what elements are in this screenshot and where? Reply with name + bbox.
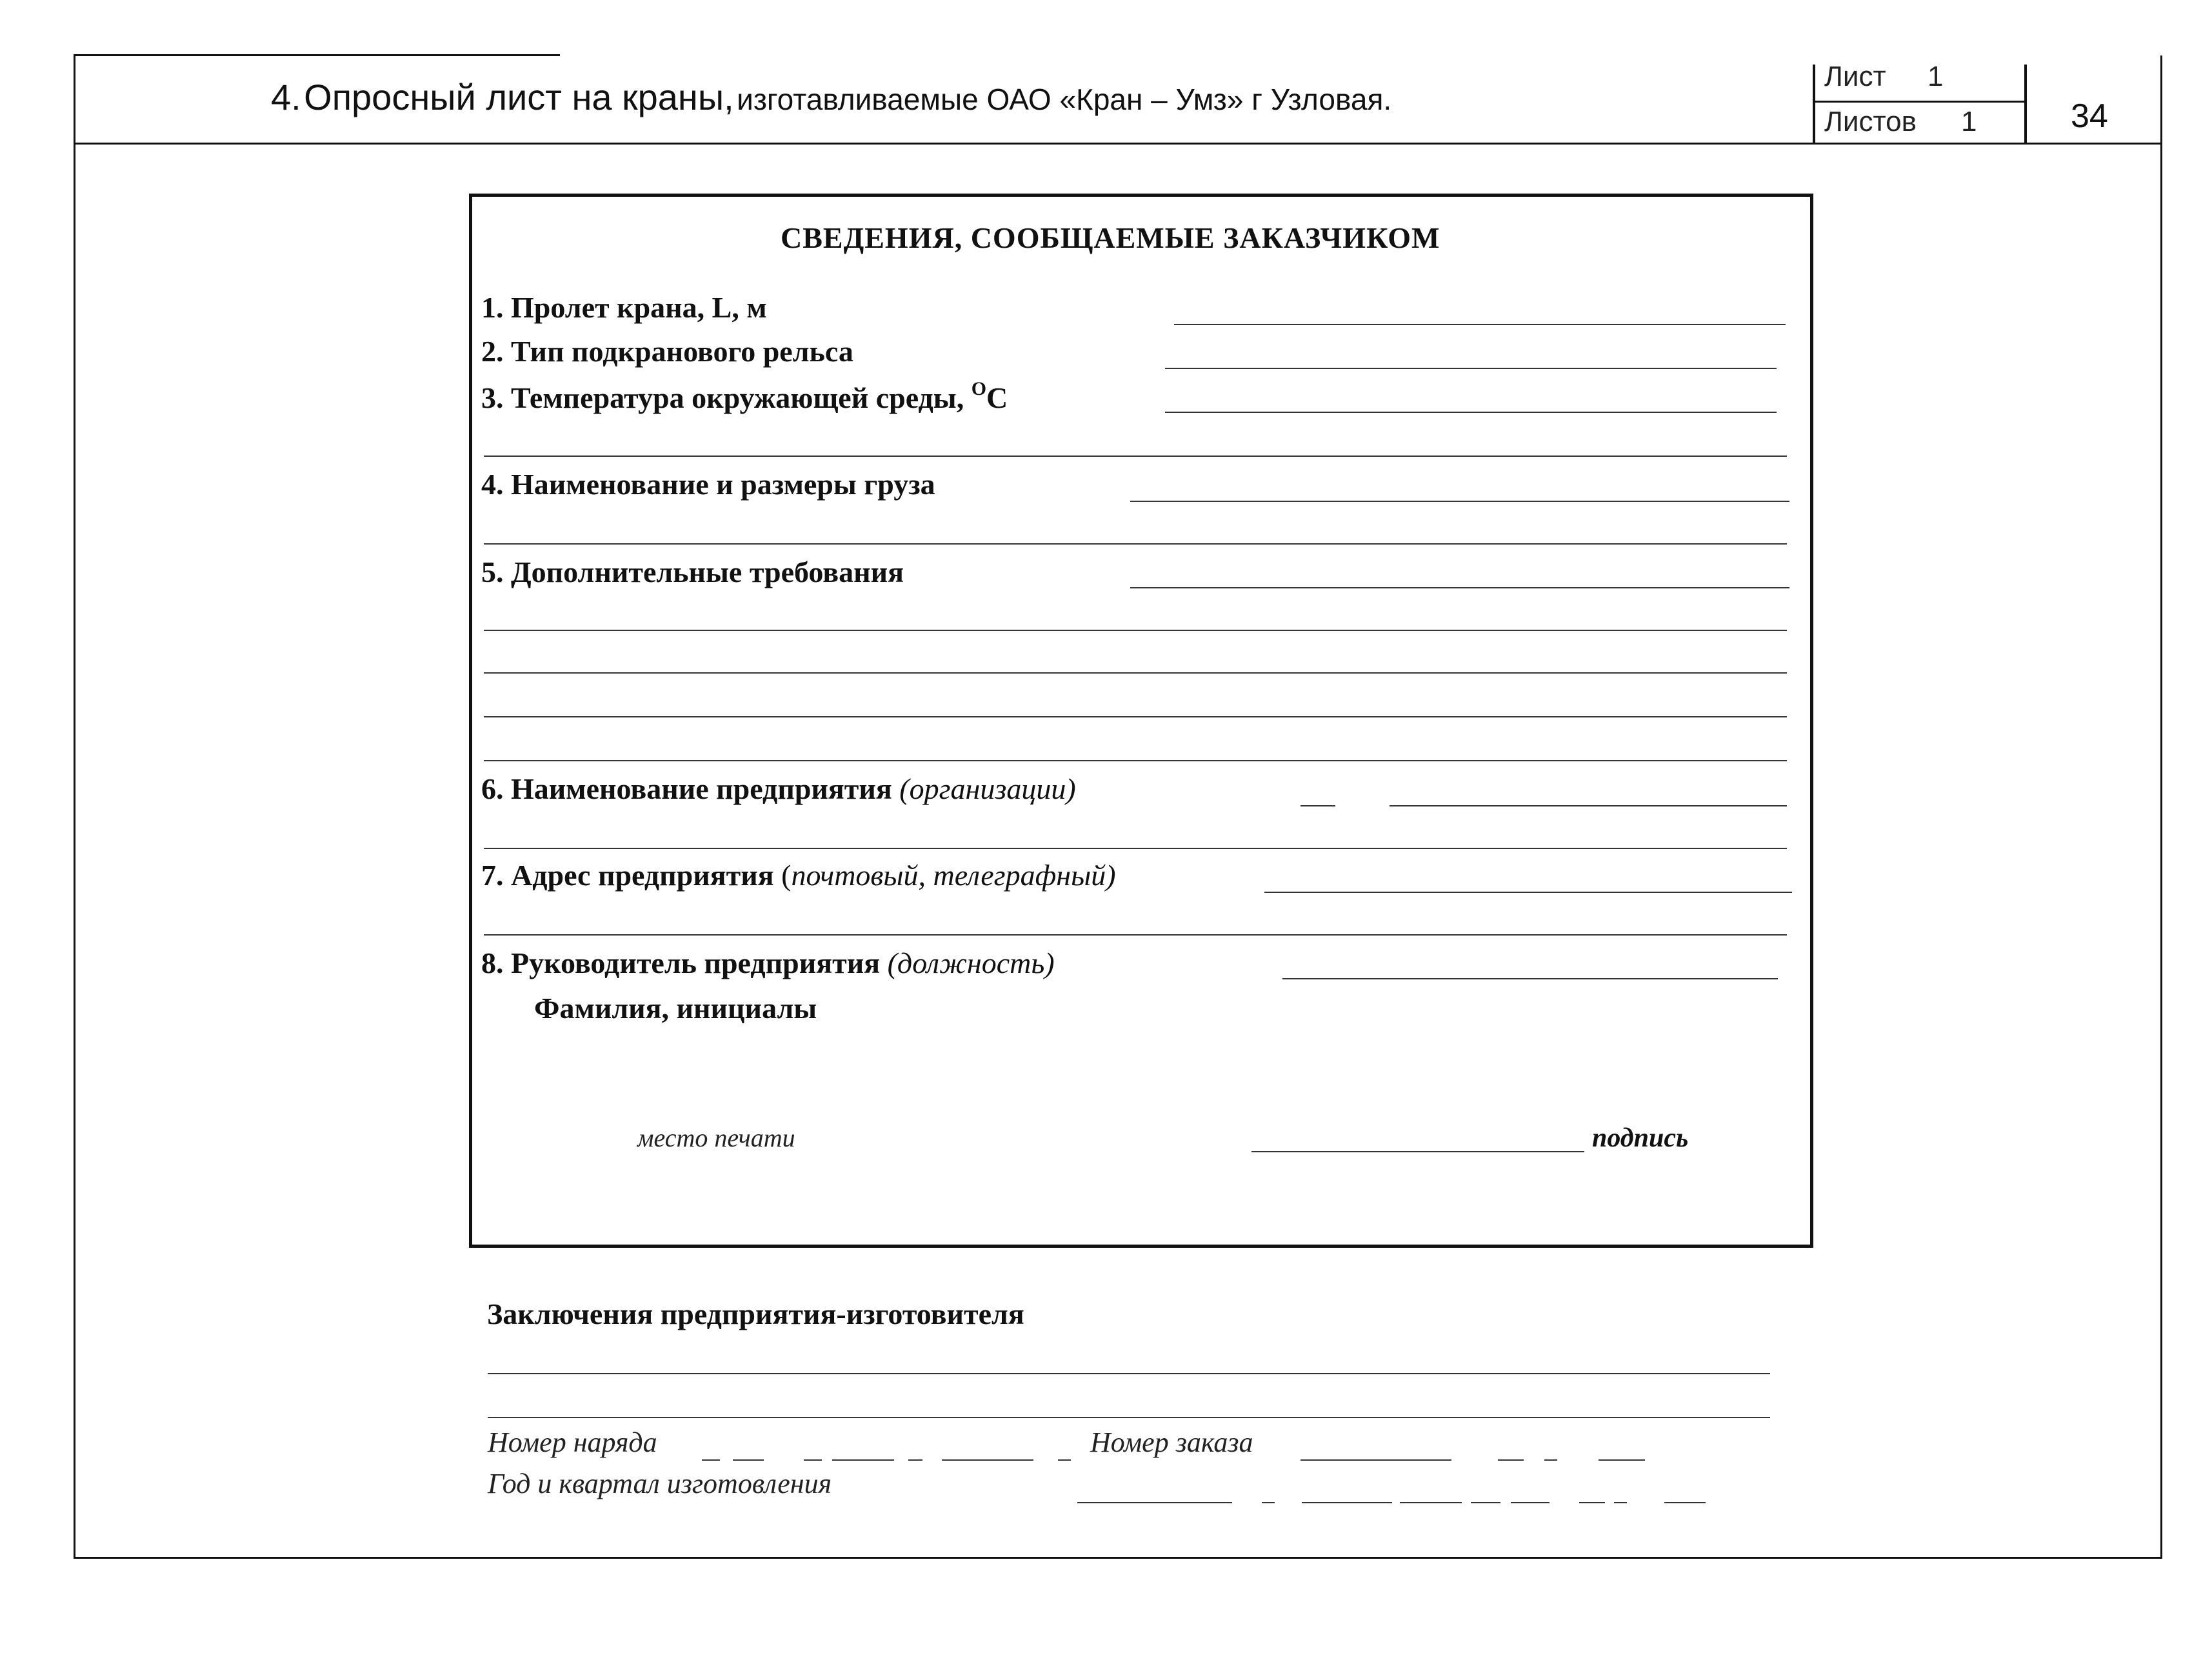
- order-number-dash-1[interactable]: [702, 1459, 720, 1461]
- answer-line-extra-1[interactable]: [484, 456, 1787, 457]
- year-quarter-dash-8[interactable]: [1614, 1502, 1627, 1503]
- year-quarter-dash-9[interactable]: [1664, 1502, 1706, 1503]
- title-block-divider: [1813, 101, 2026, 103]
- question-enterprise-label: 6. Наименование предприятия: [481, 772, 892, 805]
- order-number-dash-4[interactable]: [832, 1459, 894, 1461]
- answer-line-rail-type[interactable]: [1165, 368, 1777, 369]
- question-address-note: почтовый, телеграфный): [791, 859, 1116, 892]
- contract-number-dash-4[interactable]: [1599, 1459, 1645, 1461]
- answer-line-enterprise-2[interactable]: [484, 848, 1787, 849]
- year-quarter-label: Год и квартал изготовления: [488, 1468, 832, 1499]
- sheets-label: Листов: [1824, 106, 1917, 137]
- year-quarter-dash-5[interactable]: [1471, 1502, 1500, 1503]
- question-address-paren: (: [781, 859, 792, 892]
- sheet-label: Лист: [1824, 61, 1886, 92]
- answer-line-additional-5[interactable]: [484, 760, 1787, 761]
- answer-line-additional-4[interactable]: [484, 716, 1787, 717]
- contract-number-dash-2[interactable]: [1498, 1459, 1524, 1461]
- conclusion-title: Заключения предприятия-изготовителя: [487, 1297, 1024, 1330]
- order-number-dash-3[interactable]: [804, 1459, 822, 1461]
- answer-line-additional-3[interactable]: [484, 672, 1787, 674]
- answer-line-additional[interactable]: [1130, 587, 1789, 588]
- conclusion-line-1[interactable]: [488, 1373, 1770, 1374]
- document-title: [271, 76, 1391, 118]
- sheet-value: 1: [1928, 61, 1944, 92]
- order-number-dash-5[interactable]: [908, 1459, 922, 1461]
- question-rail-type: 2. Тип подкранового рельса: [481, 335, 853, 368]
- stamp-place-label: место печати: [637, 1123, 795, 1152]
- question-temperature: [481, 378, 1008, 415]
- answer-line-enterprise-a[interactable]: [1300, 805, 1335, 806]
- answer-line-address-2[interactable]: [484, 934, 1787, 936]
- answer-line-temperature[interactable]: [1165, 412, 1777, 413]
- title-number: 4.: [271, 77, 301, 117]
- question-temperature-label: 3. Температура окружающей среды,: [481, 381, 964, 414]
- answer-line-position[interactable]: [1282, 978, 1778, 979]
- order-number-dash-2[interactable]: [733, 1459, 764, 1461]
- question-head-note: (должность): [887, 946, 1055, 979]
- signature-line[interactable]: [1251, 1151, 1584, 1152]
- order-number-dash-7[interactable]: [1058, 1459, 1071, 1461]
- title-main: Опросный лист на краны,: [304, 77, 734, 117]
- question-enterprise: [481, 772, 1076, 806]
- signature-label: подпись: [1592, 1123, 1689, 1153]
- page-number: 34: [2071, 97, 2108, 135]
- answer-line-additional-2[interactable]: [484, 630, 1787, 631]
- question-head-name: Фамилия, инициалы: [534, 992, 817, 1025]
- question-address: [481, 858, 1116, 892]
- question-enterprise-note: (организации): [899, 772, 1076, 805]
- contract-number-dash-1[interactable]: [1300, 1459, 1451, 1461]
- question-head-label: 8. Руководитель предприятия: [481, 946, 881, 979]
- answer-line-enterprise-b[interactable]: [1390, 805, 1787, 806]
- question-address-label: 7. Адрес предприятия: [481, 859, 774, 892]
- question-head: [481, 946, 1055, 980]
- form-heading: СВЕДЕНИЯ, СООБЩАЕМЫЕ ЗАКАЗЧИКОМ: [781, 221, 1440, 254]
- question-cargo: 4. Наименование и размеры груза: [481, 468, 935, 501]
- year-quarter-dash-7[interactable]: [1579, 1502, 1605, 1503]
- conclusion-line-2[interactable]: [488, 1417, 1770, 1418]
- order-number-label: Номер наряда: [488, 1427, 657, 1458]
- answer-line-extra-2[interactable]: [484, 543, 1787, 545]
- title-rest: изготавливаемые ОАО «Кран – Умз» г Узловая.: [737, 83, 1392, 116]
- question-span: 1. Пролет крана, L, м: [481, 291, 767, 324]
- answer-line-address[interactable]: [1264, 892, 1792, 893]
- year-quarter-dash-2[interactable]: [1262, 1502, 1275, 1503]
- year-quarter-dash-4[interactable]: [1400, 1502, 1462, 1503]
- year-quarter-dash-3[interactable]: [1302, 1502, 1392, 1503]
- celsius-unit: C: [986, 381, 1008, 414]
- answer-line-cargo[interactable]: [1130, 501, 1789, 502]
- order-number-dash-6[interactable]: [942, 1459, 1033, 1461]
- degree-sign: O: [971, 378, 987, 399]
- sheets-value: 1: [1961, 106, 1977, 137]
- title-block-left-border: [1813, 65, 1815, 144]
- contract-number-label: Номер заказа: [1090, 1427, 1253, 1458]
- year-quarter-dash-1[interactable]: [1077, 1502, 1232, 1503]
- question-additional: 5. Дополнительные требования: [481, 556, 904, 588]
- answer-line-span[interactable]: [1174, 324, 1786, 325]
- header-divider: [74, 143, 2162, 145]
- year-quarter-dash-6[interactable]: [1511, 1502, 1549, 1503]
- contract-number-dash-3[interactable]: [1544, 1459, 1557, 1461]
- title-block-right-border: [2024, 65, 2027, 144]
